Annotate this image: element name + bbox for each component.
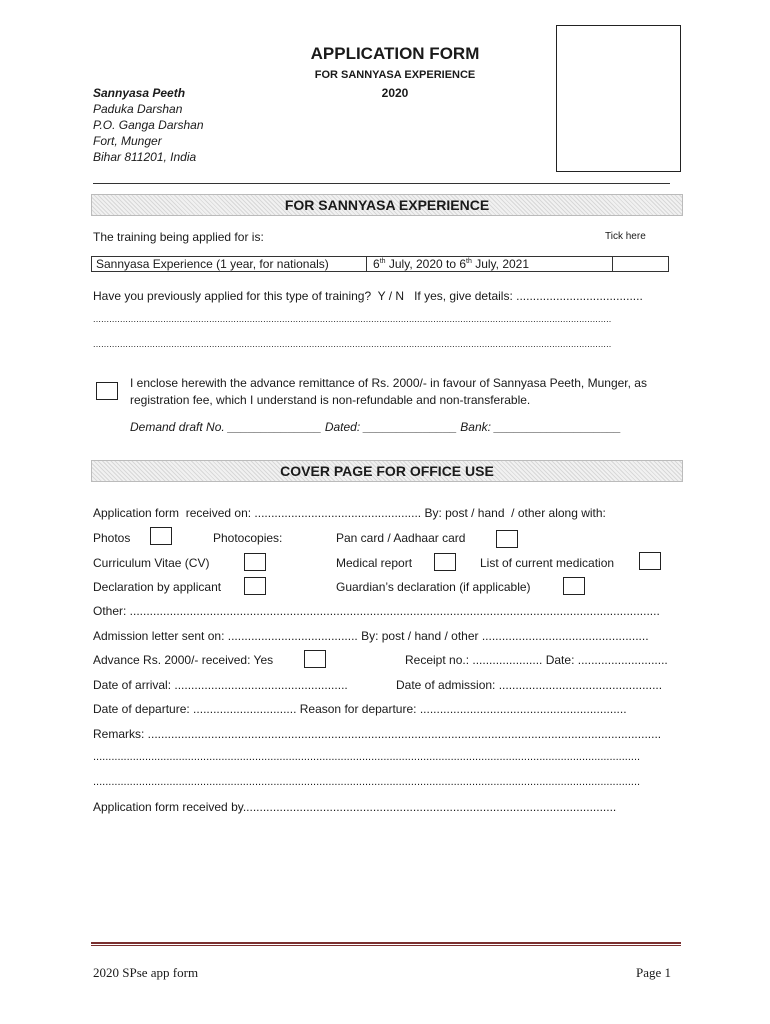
medication-list-checkbox[interactable]: [639, 552, 661, 570]
address-line: Bihar 811201, India: [93, 150, 197, 164]
photos-label: Photos: [93, 531, 131, 545]
enclose-checkbox[interactable]: [96, 382, 118, 400]
advance-received-label: Advance Rs. 2000/- received: Yes: [93, 653, 274, 667]
pan-card-checkbox[interactable]: [496, 530, 518, 548]
section-heading-experience: FOR SANNYASA EXPERIENCE: [91, 194, 683, 216]
address-block: [93, 85, 204, 165]
remarks-continuation[interactable]: ...................................................................................................................................................................................: [93, 776, 641, 788]
tick-cell[interactable]: [613, 257, 668, 271]
medication-list-label: List of current medication: [480, 556, 615, 570]
date-departure-line[interactable]: Date of departure: ............................... Reason for departure: ..............................................................: [93, 702, 627, 716]
photo-box: [556, 25, 681, 172]
medical-report-checkbox[interactable]: [434, 553, 456, 571]
photos-checkbox[interactable]: [150, 527, 172, 545]
other-line[interactable]: Other: ...............................................................................................................................................................: [93, 604, 660, 618]
remarks-continuation[interactable]: ...................................................................................................................................................................................: [93, 751, 641, 763]
address-line: Fort, Munger: [93, 134, 162, 148]
enclose-statement: I enclose herewith the advance remittance of Rs. 2000/- in favour of Sannyasa Peeth, Munger, as registration fee, which I understand is non-refundable and non-transferable.: [130, 376, 647, 407]
receipt-line[interactable]: Receipt no.: ..................... Date: ...........................: [405, 653, 668, 667]
section-heading-office-use: COVER PAGE FOR OFFICE USE: [91, 460, 683, 482]
medical-report-label: Medical report: [336, 556, 413, 570]
remarks-line[interactable]: Remarks: ..........................................................................................................................................................: [93, 727, 662, 741]
footer-divider: [91, 942, 681, 946]
date-admission-line[interactable]: Date of admission: .................................................: [396, 678, 663, 692]
admission-letter-line[interactable]: Admission letter sent on: ....................................... By: post / hand / other ..................................................: [93, 629, 649, 643]
details-line[interactable]: ................................................................................................................................................................................................: [93, 314, 612, 324]
form-year: 2020: [381, 86, 409, 100]
course-dates: 6th July, 2020 to 6th July, 2021: [367, 257, 613, 271]
pan-card-label: Pan card / Aadhaar card: [336, 531, 466, 545]
course-table: [91, 256, 669, 272]
received-on-line[interactable]: Application form received on: .................................................. By: post / hand / other along with:: [93, 506, 606, 520]
tick-here-label: Tick here: [605, 231, 646, 242]
date-arrival-line[interactable]: Date of arrival: ....................................................: [93, 678, 348, 692]
cv-checkbox[interactable]: [244, 553, 266, 571]
footer-doc-name: 2020 SPse app form: [93, 965, 199, 980]
advance-received-checkbox[interactable]: [304, 650, 326, 668]
guardian-declaration-label: Guardian’s declaration (if applicable): [336, 580, 531, 594]
guardian-declaration-checkbox[interactable]: [563, 577, 585, 595]
cv-label: Curriculum Vitae (CV): [93, 556, 210, 570]
form-subtitle: FOR SANNYASA EXPERIENCE: [314, 69, 476, 81]
received-by-line[interactable]: Application form received by................................................................................................................: [93, 800, 617, 814]
demand-draft-line[interactable]: Demand draft No. ______________ Dated: ______________ Bank: ___________________: [130, 420, 622, 434]
form-title: APPLICATION FORM: [310, 44, 480, 63]
details-line[interactable]: ................................................................................................................................................................................................: [93, 339, 612, 349]
page-number: Page 1: [636, 965, 672, 980]
address-line: P.O. Ganga Darshan: [93, 118, 204, 132]
declaration-label: Declaration by applicant: [93, 580, 222, 594]
photocopies-label: Photocopies:: [213, 531, 283, 545]
previously-applied-line[interactable]: Have you previously applied for this type of training? Y / N If yes, give details: ......................................: [93, 289, 643, 303]
header-divider: [93, 183, 670, 184]
training-prompt: The training being applied for is:: [93, 230, 264, 244]
org-name: Sannyasa Peeth: [93, 86, 186, 100]
course-name: Sannyasa Experience (1 year, for nationals): [92, 257, 367, 271]
address-line: Paduka Darshan: [93, 102, 183, 116]
declaration-checkbox[interactable]: [244, 577, 266, 595]
